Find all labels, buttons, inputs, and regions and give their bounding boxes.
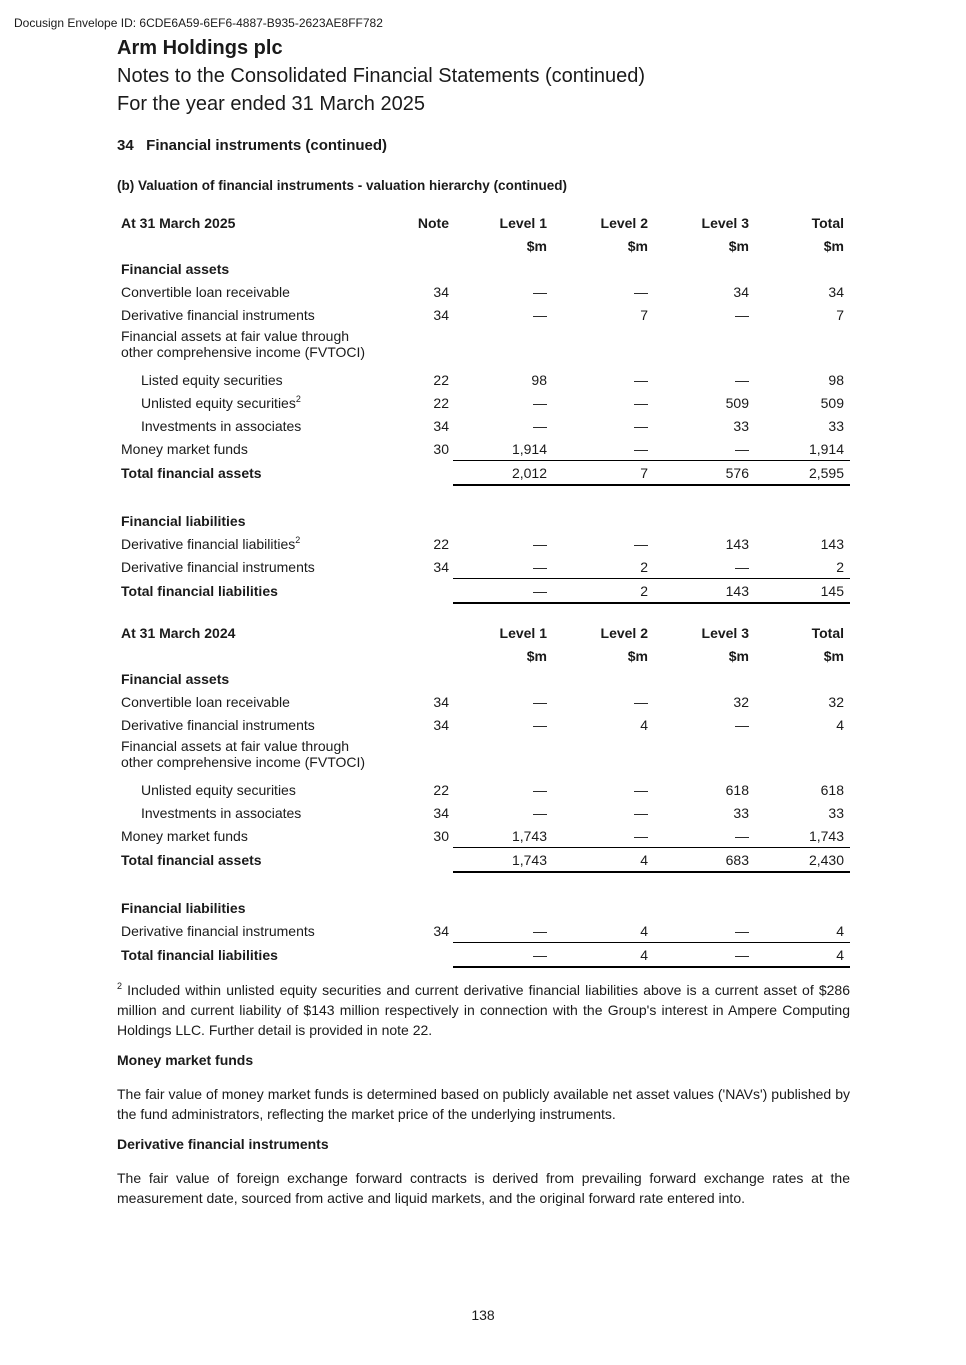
unit-row <box>117 644 850 667</box>
table-row <box>117 280 850 303</box>
cell-level3: — <box>735 716 749 733</box>
cell-level2: — <box>634 371 648 388</box>
cell-level2: 4 <box>553 943 654 968</box>
table-row <box>117 555 850 579</box>
total-row <box>117 848 850 873</box>
cell-level1: — <box>453 555 553 579</box>
footnote-text: Included within unlisted equity securities and current derivative financial liabilities above is a current asset of $286 million and current liability of $143 million respectively in connection with the Group's interest in Ampere Computing Holdings LLC. Further detail is provided in note 22. <box>117 982 850 1038</box>
cell-level1: — <box>533 417 547 434</box>
cell-total: 33 <box>828 417 844 434</box>
row-note: 34 <box>433 693 449 710</box>
cell-level2: — <box>634 417 648 434</box>
col-total: Total <box>811 624 844 641</box>
company-name: Arm Holdings plc <box>117 37 283 59</box>
cell-level3: — <box>735 371 749 388</box>
row-note: 30 <box>433 440 449 457</box>
row-label: Total financial liabilities <box>121 582 278 599</box>
dfi-heading: Derivative financial instruments <box>117 1136 329 1152</box>
cell-total: 32 <box>828 693 844 710</box>
table-row <box>117 801 850 824</box>
section-heading: 34 Financial instruments (continued) <box>117 137 388 154</box>
total-row <box>117 943 850 968</box>
docusign-envelope-id: Docusign Envelope ID: 6CDE6A59-6EF6-4887-B935-2623AE8FF782 <box>14 16 383 30</box>
cell-level1: 2,012 <box>453 461 553 486</box>
row-label: Investments in associates <box>141 417 302 434</box>
row-label: Derivative financial instruments <box>121 716 315 733</box>
cell-level3: 143 <box>725 535 749 552</box>
table-header-row <box>117 621 850 644</box>
cell-level1: — <box>533 804 547 821</box>
row-note: 30 <box>433 827 449 844</box>
table-row <box>117 736 850 778</box>
cell-level3: 576 <box>654 461 755 486</box>
cell-total: 7 <box>836 306 844 323</box>
cell-level2: — <box>553 437 654 461</box>
cell-level1: — <box>533 693 547 710</box>
cell-level3: — <box>654 437 755 461</box>
financial-assets-heading: Financial assets <box>121 670 230 687</box>
cell-level3: 34 <box>733 283 749 300</box>
mmf-heading: Money market funds <box>117 1052 254 1068</box>
cell-level2: — <box>634 781 648 798</box>
row-label: Total financial assets <box>121 464 262 481</box>
row-note: 34 <box>433 306 449 323</box>
footnote-marker: 2 <box>117 981 123 991</box>
row-label: Total financial liabilities <box>121 946 278 963</box>
cell-total: 98 <box>828 371 844 388</box>
row-label: Money market funds <box>121 440 248 457</box>
row-label: Convertible loan receivable <box>121 693 290 710</box>
cell-total: 2,595 <box>755 461 850 486</box>
cell-total: 34 <box>828 283 844 300</box>
row-label: Investments in associates <box>141 804 302 821</box>
cell-level1: 1,743 <box>453 824 553 848</box>
table-row <box>117 326 850 368</box>
cell-level2: — <box>634 283 648 300</box>
row-note: 22 <box>433 394 449 411</box>
cell-total: 2,430 <box>755 848 850 873</box>
cell-level2: — <box>634 804 648 821</box>
row-label <box>117 391 381 414</box>
table-2025 <box>117 211 850 604</box>
cell-level1: — <box>533 394 547 411</box>
cell-level3: 509 <box>725 394 749 411</box>
row-note: 22 <box>433 535 449 552</box>
cell-level2: — <box>634 394 648 411</box>
page-number: 138 <box>471 1307 495 1323</box>
cell-total: 145 <box>755 579 850 604</box>
cell-level1: 1,914 <box>453 437 553 461</box>
row-note: 22 <box>433 781 449 798</box>
unit-label: $m <box>823 647 844 664</box>
col-level3: Level 3 <box>701 214 749 231</box>
table-row <box>117 778 850 801</box>
table-title: At 31 March 2025 <box>121 214 236 231</box>
row-label: Total financial assets <box>121 851 262 868</box>
cell-level1: — <box>453 919 553 943</box>
cell-level3: 32 <box>733 693 749 710</box>
cell-total: 4 <box>755 919 850 943</box>
financial-assets-heading: Financial assets <box>121 260 230 277</box>
table-row <box>117 532 850 555</box>
page-subtitle: Notes to the Consolidated Financial Statements (continued) <box>117 65 646 87</box>
financial-liabilities-heading: Financial liabilities <box>121 899 246 916</box>
row-note: 34 <box>433 716 449 733</box>
unit-label: $m <box>823 237 844 254</box>
row-note: 34 <box>433 922 449 939</box>
cell-total: 4 <box>755 943 850 968</box>
row-note: 34 <box>433 283 449 300</box>
cell-level3: — <box>654 555 755 579</box>
cell-total: 33 <box>828 804 844 821</box>
dfi-paragraph: The fair value of foreign exchange forward contracts is derived from prevailing forward exchange rates at the measurement date, sourced from active and liquid markets, and the original forward rate entered into. <box>117 1170 850 1206</box>
cell-total: 509 <box>820 394 844 411</box>
cell-level3: — <box>735 306 749 323</box>
cell-level3: 618 <box>725 781 749 798</box>
row-note: 34 <box>433 558 449 575</box>
table-2024 <box>117 621 850 968</box>
col-note: Note <box>417 214 449 231</box>
col-level2: Level 2 <box>600 624 648 641</box>
cell-level2: — <box>634 535 648 552</box>
cell-level1: — <box>533 716 547 733</box>
table-row <box>117 824 850 848</box>
row-label: Financial assets at fair value through other comprehensive income (FVTOCI) <box>121 328 366 360</box>
cell-level1: — <box>453 943 553 968</box>
table-row <box>117 391 850 414</box>
cell-level2: 4 <box>553 919 654 943</box>
col-level2: Level 2 <box>600 214 648 231</box>
cell-total: 618 <box>820 781 844 798</box>
row-label: Derivative financial instruments <box>121 558 315 575</box>
table-title: At 31 March 2024 <box>121 624 236 641</box>
unit-row <box>117 234 850 257</box>
cell-level1: — <box>533 306 547 323</box>
table-row <box>117 690 850 713</box>
cell-level1: — <box>453 579 553 604</box>
footnote-ref: 2 <box>295 393 301 404</box>
row-label: Listed equity securities <box>141 371 283 388</box>
cell-level3: — <box>654 943 755 968</box>
cell-level3: — <box>654 919 755 943</box>
row-label <box>117 532 381 555</box>
unit-label: $m <box>627 647 648 664</box>
row-label-text: Derivative financial liabilities <box>121 535 296 552</box>
cell-level2: — <box>553 824 654 848</box>
total-row <box>117 461 850 486</box>
unit-label: $m <box>526 237 547 254</box>
financial-liabilities-heading: Financial liabilities <box>121 512 246 529</box>
cell-level1: — <box>533 535 547 552</box>
row-label: Financial assets at fair value through other comprehensive income (FVTOCI) <box>121 738 366 770</box>
col-level1: Level 1 <box>499 214 547 231</box>
cell-total: 1,743 <box>755 824 850 848</box>
row-note: 22 <box>433 371 449 388</box>
table-header-row <box>117 211 850 234</box>
unit-label: $m <box>627 237 648 254</box>
footnote <box>117 980 850 1040</box>
row-label: Money market funds <box>121 827 248 844</box>
table-row <box>117 437 850 461</box>
row-label: Derivative financial instruments <box>121 922 315 939</box>
total-row <box>117 579 850 604</box>
col-level3: Level 3 <box>701 624 749 641</box>
table-row <box>117 414 850 437</box>
cell-level2: 2 <box>553 555 654 579</box>
col-total: Total <box>811 214 844 231</box>
cell-level3: 33 <box>733 804 749 821</box>
cell-level1: — <box>533 781 547 798</box>
cell-total: 4 <box>836 716 844 733</box>
table-row <box>117 368 850 391</box>
cell-level3: 33 <box>733 417 749 434</box>
row-label: Unlisted equity securities <box>141 781 296 798</box>
table-row <box>117 303 850 326</box>
cell-level2: — <box>634 693 648 710</box>
col-level1: Level 1 <box>499 624 547 641</box>
row-note: 34 <box>433 417 449 434</box>
unit-label: $m <box>526 647 547 664</box>
footnote-ref: 2 <box>295 534 301 545</box>
cell-level1: 98 <box>531 371 547 388</box>
row-label: Derivative financial instruments <box>121 306 315 323</box>
table-row <box>117 919 850 943</box>
cell-total: 2 <box>755 555 850 579</box>
cell-level2: 7 <box>640 306 648 323</box>
cell-level1: 1,743 <box>453 848 553 873</box>
cell-level2: 2 <box>553 579 654 604</box>
cell-level2: 4 <box>640 716 648 733</box>
row-note: 34 <box>433 804 449 821</box>
cell-level3: 683 <box>654 848 755 873</box>
cell-level1: — <box>533 283 547 300</box>
unit-label: $m <box>728 647 749 664</box>
row-label-text: Unlisted equity securities <box>141 394 296 411</box>
mmf-paragraph: The fair value of money market funds is determined based on publicly available net asset values ('NAVs') published by the fund administrators, reflecting the market price of the underlying instruments. <box>117 1086 850 1122</box>
subsection-heading: (b) Valuation of financial instruments - valuation hierarchy (continued) <box>117 178 568 193</box>
period-subtitle: For the year ended 31 March 2025 <box>117 93 425 115</box>
table-row <box>117 713 850 736</box>
row-label: Convertible loan receivable <box>121 283 290 300</box>
cell-level2: 4 <box>553 848 654 873</box>
cell-level2: 7 <box>553 461 654 486</box>
cell-level3: — <box>654 824 755 848</box>
cell-level3: 143 <box>654 579 755 604</box>
cell-total: 1,914 <box>755 437 850 461</box>
cell-total: 143 <box>820 535 844 552</box>
unit-label: $m <box>728 237 749 254</box>
